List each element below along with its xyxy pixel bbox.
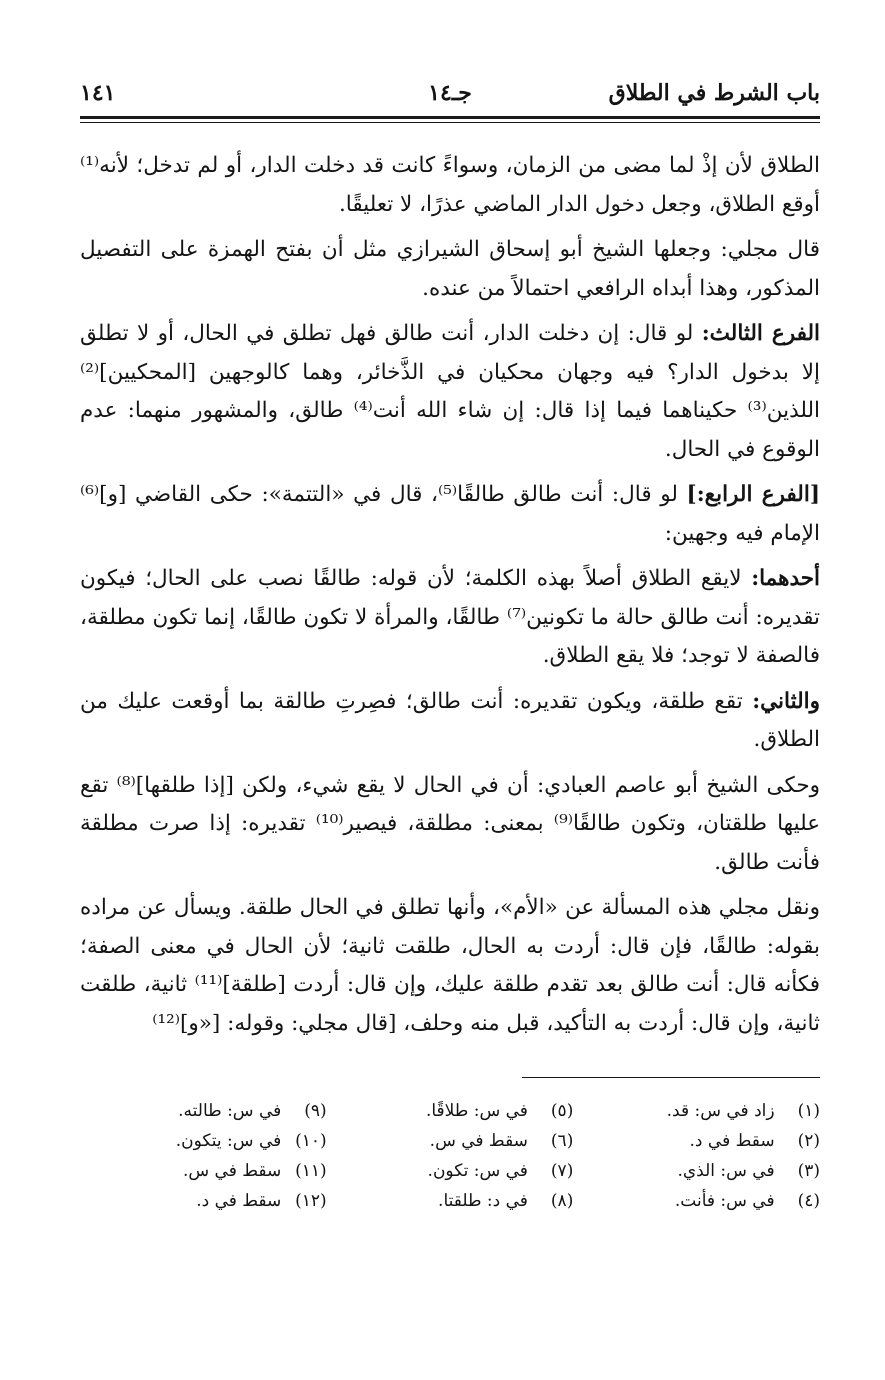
footnote-number: (١١) [295,1161,327,1181]
main-text [80,147,820,1043]
footnote [573,1126,820,1156]
footnote [80,1096,327,1126]
footnote-text: سقط في س. [183,1161,282,1181]
footnote-text: في س: الذي. [677,1161,775,1181]
paragraph-lead: أحدهما: [751,566,820,591]
paragraph [80,476,820,553]
paragraph [80,683,820,760]
footnote-text: في د: طلقتا. [438,1191,528,1211]
footnote-column [573,1096,820,1216]
paragraph-lead: الفرع الثالث: [701,321,820,346]
paragraph-text: قال مجلي: وجعلها الشيخ أبو إسحاق الشيرازي مثل أن بفتح الهمزة على التفصيل المذكور، وهذا أبداه الرافعي احتمالاً من عنده. [80,237,820,301]
footnote [80,1186,327,1216]
running-header [80,72,820,116]
footnote [573,1156,820,1186]
footnote-number: (١٢) [295,1191,327,1211]
footnote-number: (٢) [797,1131,820,1151]
footnote-text: في س: طالته. [178,1101,282,1121]
footnote-number: (٦) [550,1131,574,1151]
footnote [327,1096,574,1126]
header-rule [80,116,820,119]
paragraph-text: ونقل مجلي هذه المسألة عن «الأم»، وأنها تطلق في الحال طلقة. ويسأل عن مراده بقوله: طالقًا، فإن قال: أردت به الحال، طلقت ثانية؛ لأن الحال في معنى الصفة؛ فكأنه قال: أنت طالق بعد تقدم طلقة عليك، وإن قال: أردت [طلقة]⁽¹¹⁾ ثانية، طلقت ثانية، وإن قال: أردت به التأكيد، قبل منه وحلف، [قال مجلي: وقوله: [«و]⁽¹²⁾ [80,895,821,1036]
footnote-text: في س: طلاقًا. [425,1101,528,1121]
footnote [327,1186,574,1216]
paragraph [80,231,820,308]
footnote [327,1126,574,1156]
footnote [80,1126,327,1156]
footnote-text: سقط في د. [689,1131,775,1151]
footnote-text: سقط في د. [196,1191,282,1211]
paragraph-text: لو قال: إن دخلت الدار، أنت طالق فهل تطلق في الحال، أو لا تطلق إلا بدخول الدار؟ فيه وجهان محكيان في الذَّخائر، وهما كالوجهين [المحكيين]⁽²⁾ اللذين⁽³⁾ حكيناهما فيما إذا قال: إن شاء الله أنت⁽⁴⁾ طالق، والمشهور منهما: عدم الوقوع في الحال. [80,321,820,462]
footnote-text: سقط في س. [429,1131,528,1151]
footnote-number: (٣) [797,1161,820,1181]
footnote-separator [522,1077,820,1078]
paragraph-text: وحكى الشيخ أبو عاصم العبادي: أن في الحال لا يقع شيء، ولكن [إذا طلقها]⁽⁸⁾ تقع عليها طلقتان، وتكون طالقًا⁽⁹⁾ بمعنى: مطلقة، فيصير⁽¹⁰⁾ تقديره: إذا صرت مطلقة فأنت طالق. [80,772,821,875]
footnote-number: (٥) [550,1101,574,1121]
page-number: ١٤١ [80,80,116,106]
footnotes [80,1096,820,1216]
footnote-text: في س: تكون. [427,1161,528,1181]
paragraph-text: لايقع الطلاق أصلاً بهذه الكلمة؛ لأن قوله: طالقًا نصب على الحال؛ فيكون تقديره: أنت طالق حالة ما تكونين⁽⁷⁾ طالقًا، والمرأة لا تكون طالقًا، إنما تكون مطلقة، فالصفة لا توجد؛ فلا يقع الطلاق. [80,566,821,668]
footnote-number: (٧) [550,1161,574,1181]
footnote-number: (٨) [550,1191,574,1211]
volume-label: جـ١٤ [428,80,472,106]
footnote-text: في س: فأنت. [674,1191,775,1211]
paragraph [80,560,820,676]
paragraph [80,889,820,1043]
book-page [80,72,820,1216]
paragraph-text: لو قال: أنت طالق طالقًا⁽⁵⁾، قال في «التتمة»: حكى القاضي [و]⁽⁶⁾ الإمام فيه وجهين: [80,482,820,546]
footnote-number: (٤) [797,1191,820,1211]
footnote-number: (١٠) [295,1131,327,1151]
footnote-column [80,1096,327,1216]
footnote [327,1156,574,1186]
footnote [80,1156,327,1186]
footnote-number: (١) [797,1101,820,1121]
footnote [573,1186,820,1216]
paragraph-lead: والثاني: [752,688,820,714]
footnote-text: زاد في س: قد. [666,1101,775,1121]
paragraph [80,767,820,883]
paragraph-text: تقع طلقة، ويكون تقديره: أنت طالق؛ فصِرتِ طالقة بما أوقعت عليك من الطلاق. [80,688,820,752]
paragraph [80,315,820,469]
footnote-text: في س: يتكون. [175,1131,282,1151]
footnote-column [327,1096,574,1216]
chapter-title: باب الشرط في الطلاق [608,80,820,106]
header-rule-thin [80,122,820,123]
paragraph-text: الطلاق لأن إذْ لما مضى من الزمان، وسواءً كانت قد دخلت الدار، أو لم تدخل؛ لأنه⁽¹⁾ أوقع الطلاق، وجعل دخول الدار الماضي عذرًا، لا تعليقًا. [80,153,820,217]
paragraph-lead: [الفرع الرابع:] [686,482,820,507]
footnote-number: (٩) [304,1101,327,1121]
footnote [573,1096,820,1126]
paragraph [80,147,820,224]
